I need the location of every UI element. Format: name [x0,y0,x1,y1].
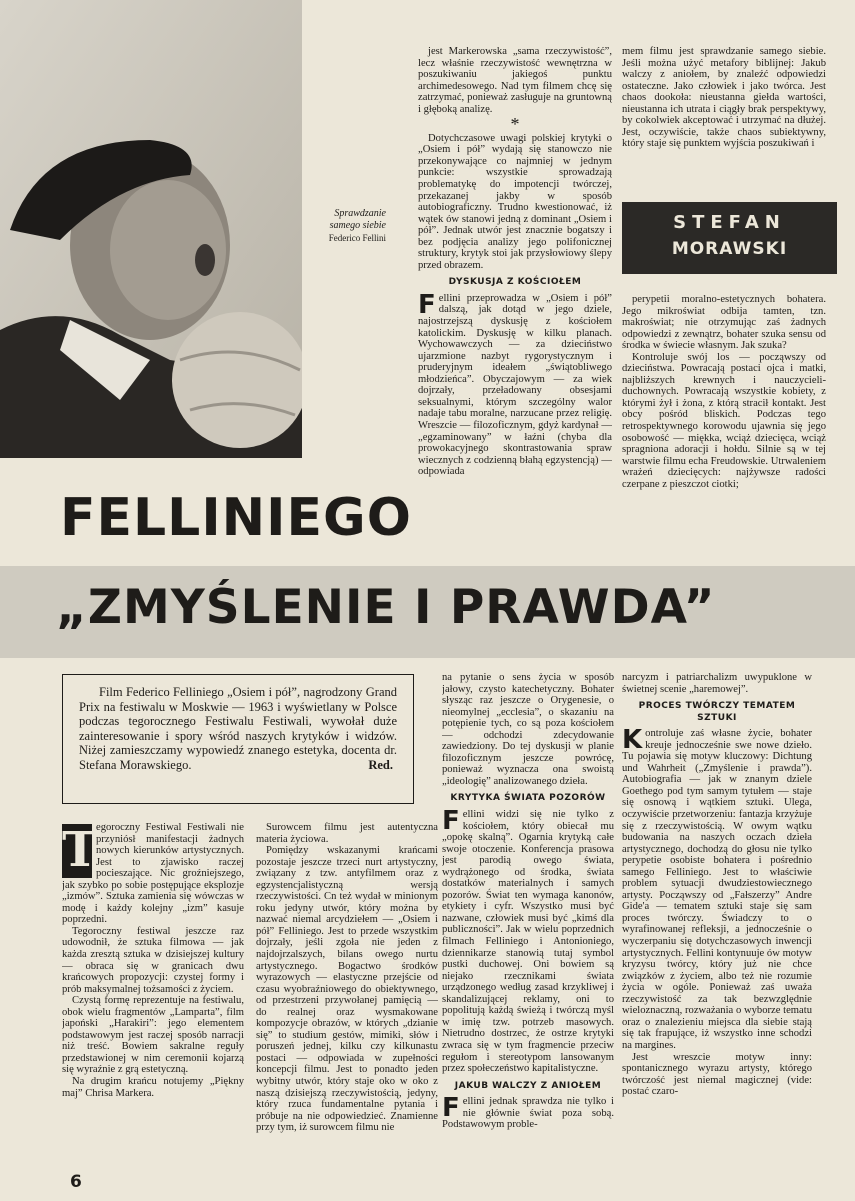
author-box [622,202,837,274]
col3-p3: Czystą formę reprezentuje na festiwalu, obok wielu fragmentów „Lamparta”, film japoński „Harakiri”: jego elementem podstawowym jest raczej sposób narracji niż treść. Bowiem sakralne reguły przedstawionej w nim ceremonii kojarzą się wyraźnie z grą estetyczną. [62,995,244,1076]
intro-text: Film Federico Felliniego „Osiem i pół”, nagrodzony Grand Prix na festiwalu w Moskwie — 1963 i wyświetlany w Polsce podczas tegorocznego Festiwalu Festiwali, wywołał duże zainteresowanie i spory wśród naszych krytyków i widzów. Niżej zamieszczamy wypowiedź znanego estetyka, docenta dr. Stefana Morawskiego. [79,685,397,772]
title-line2: „ZMYŚLENIE I PRAWDA” [56,580,716,635]
drop-cap: K [622,725,643,756]
author-first: STEFAN [673,212,786,233]
drop-cap: F [442,1093,460,1124]
column-2b [622,294,826,566]
col1-p2: Dotychczasowe uwagi polskiej krytyki o „Osiem i pół” wydają się stanowczo nie przekonywające co najmniej w jednym punkcie: wszystkie sprowadzają problematykę do impotencji twórczej, przekazanej jakby w sposób autobiograficzny. Trudno kwestionować, iż wątek ów stanowi jedną z dominant „Osiem i pół”. Jednak utwór jest znacznie bogatszy i bez podjęcia analizy jego polifonicznej struktury, krytyk stoi jak przysłowiowy ślepy przed obrazem. [418,132,612,271]
column-4 [256,822,438,1168]
col1-p3: ellini przeprowadza w „Osiem i pół” dalszą, jak dotąd w jego dziele, najostrzejszą dyskusję z kościołem katolickim. Dyskusję w kilku planach. Wychowawczych — za dzieciństwo ujarzmione nazbyt rygorystycznym i pruderyjnym ideałem „świątobliwego młodzieńca”. Obyczajowym — za wiek dojrzały, przeładowany obsesjami seksualnymi, którym szczególny walor nadaje tabu moralne, narzucane przez religię. Wreszcie — filozoficznym, gdyż kardynał — „egzaminowany” w łaźni (chyba dla prowokacyjnego skontrastowania spraw wiecznych z codzienną błahą egzystencją) — odpowiada [418,292,612,478]
heading-krytyka: KRYTYKA ŚWIATA POZORÓW [450,793,606,804]
author-last: MORAWSKI [671,239,788,259]
col6-p3: Jest wreszcie motyw inny: spontanicznego wyrazu artysty, którego twórczość jest niemal magicznej (vide: postać czaro- [622,1051,812,1098]
col3-p4: Na drugim krańcu notujemy „Piękny maj” Chrisa Markera. [62,1076,244,1099]
heading-jakub: JAKUB WALCZY Z ANIOŁEM [454,1080,602,1091]
col5-p1: na pytanie o sens życia w sposób jałowy, czysto katechetyczny. Bohater słysząc raz jeszcze o Orygenesie, o nieomylnej „ecclesia”, o skazaniu na potępienie tych, co są poza kościołem — odchodzi zdecydowanie zawiedziony. Do tej dyskusji w planie filozoficznym jeszcze powrócę, ponieważ wyznacza ona swoistą „ideologię” analizowanego dzieła. [442,672,614,787]
col6-p1: narcyzm i patriarchalizm uwypuklone w świetnej scenie „haremowej”. [622,672,812,695]
col2-p2: perypetii moralno-estetycznych bohatera. Jego mikroświat odbija tamten, tzn. makroświat; nie otrzymując zaś żadnych odpowiedzi z zewnątrz, bohater szuka sensu od środka w świecie własnym. Jak szuka? [622,294,826,352]
caption-line2: samego siebie [329,220,386,231]
column-6 [622,672,812,1168]
photo-graphic [0,0,302,458]
drop-cap-t: T [62,822,98,878]
page-number: 6 [70,1172,82,1192]
drop-cap: F [442,806,460,837]
column-5 [442,672,614,1168]
caption-line1: Sprawdzanie [334,208,386,219]
col2-p1: mem filmu jest sprawdzanie samego siebie. Jeśli można użyć metafory biblijnej: Jakub walczy z aniołem, by znaleźć odpowiedzi ostateczne. Jako człowiek i jako twórca. Jest chaos dookoła: nieustanna giełda wartości, nieustanna ich utrata i ciągły brak perspektywy, by cokolwiek akceptować i utrzymać na dłużej. Jest, oczywiście, także chaos subiektywny, który staje się punktem wyjścia poszukiwań i [622,46,826,150]
col4-p1: Surowcem filmu jest autentyczna materia życiowa. [256,822,438,845]
col5-p3: ellini jednak sprawdza nie tylko i nie głównie świat poza sobą. Podstawowym proble- [442,1096,614,1131]
drop-cap: F [418,289,436,320]
column-3 [62,822,244,1168]
heading-dyskusja: DYSKUSJA Z KOŚCIOŁEM [448,277,582,288]
intro-signature: Red. [368,757,393,772]
fellini-photo [0,0,302,458]
col4-p2: Pomiędzy wskazanymi krańcami pozostaje jeszcze trzeci nurt artystyczny, związany z tzw. antyfilmem oraz z egzystencjalistyczną wersją rzeczywistości. Cn też wydał w minionym roku jedyny utwór, który można by nazwać niemal arcydziełem — „Osiem i pół” Felliniego. Jest to przede wszystkim dojrzały, jeśli zgoła nie jeden z najdojrzalszych, bilans owego nurtu artystycznego. Bogactwo środków wyrazowych — elastyczne przejście od czasu wyobraźniowego do obiektywnego, od przestrzeni przywołanej pamięcią — do realnej oraz wysmakowane kompozycje obrazów, w których „dzianie się” to studium gestów, mimiki, słów i poruszeń jednej, kilku czy kilkunastu postaci — odpowiada w zupełności koncepcji filmu. Jest to ponadto jeden wybitny utwór, który staje oko w oko z naszą dzisiejszą rzeczywistością, jedyny, który rzuca fundamentalne pytania i próbuje na nie odpowiedzieć. Znamienne przy tym, iż surowcem filmu nie [256,845,438,1134]
column-1 [418,46,612,568]
title-line1: FELLINIEGO [60,488,412,548]
col3-p1: egoroczny Festiwal Festiwali nie przyniósł manifestacji żadnych nowych kierunków artystycznych. Jest to zjawisko raczej pocieszające. Nic groźniejszego, jak szybko po sobie postępujące eksplozje „izmów”. Sztuka zamienia się wówczas w modę i każdy kolejny „izm” kasuje poprzedni. [62,822,244,926]
intro-box [62,674,414,804]
col2-p3: Kontroluje swój los — począwszy od dzieciństwa. Powracają postaci ojca i matki, najbliższych krewnych i nauczycieli-duchownych. Powracają wszystkie kobiety, z którymi żył i żona, z którą stracił kontakt. Jest obcy pośród bliskich. Podczas tego retrospektywnego korowodu ujawnia się jego osobowość — miękka, wciąż dziecięca, wciąż spragniona adoracji i hołdu. Silnie są w tej warstwie filmu echa Freudowskie. Utrwaleniem wrażeń dziecięcych: najżywsze radości czerpane z pieszczot ciotki; [622,351,826,490]
col1-p1: jest Markerowska „sama rzeczywistość”, lecz właśnie rzeczywistość wewnętrzna w poszukiwaniu jakiegoś punktu archimedesowego. Nad tym filmem chcę się zatrzymać, ponieważ zasługuje na gruntowną i głęboką analizę. [418,46,612,115]
heading-proces: PROCES TWÓRCZY TEMATEM SZTUKI [638,701,796,723]
section-star: * [510,114,520,135]
col3-p2: Tegoroczny festiwal jeszcze raz udowodnił, że sztuka filmowa — jak każda zresztą sztuka w dzisiejszej kultury — obraca się w granicach dwu krańcowych propozycji: czystej formy i prób maksymalnej tożsamości z życiem. [62,925,244,995]
caption-line3: Federico Fellini [328,233,386,243]
photo-caption [318,208,386,244]
column-2 [622,46,826,196]
col5-p2: ellini widzi się nie tylko z kościołem, który obiecał mu „opokę skalną”. Ogarnia krytyką całe swoje otoczenie. Konferencja prasowa jest parodią owego świata, wydrążonego od środka, świata dostatków materialnych i samych pozorów. Świat ten wymaga kanonów, etykiety i cyfr. Wszystko musi być nazwane, człowiek musi być „kimś dla publiczności”. Jak w wielu poprzednich filmach Felliniego i Antonioniego, dziennikarze stanowią tutaj symbol pustki duchowej. Oni bowiem są niejako rzecznikami świata urządzonego według zasad krzykliwej i skandalizującej reklamy, oni to popolitują każdą świeżą i twórczą myśl w imię tzw. potrzeb masowych. Nietrudno dostrzec, że ostrze krytyki zwraca się w tym fragmencie przeciw regułom i stereotypom lansowanym przez społeczeństwo kapitalistyczne. [442,809,614,1075]
col6-p2: ontroluje zaś własne życie, bohater kreuje jednocześnie swe nowe dzieło. Tu pojawia się motyw kluczowy: Dichtung und Wahrheit („Zmyślenie i prawda”). Autobiografia — jak w znanym dziele Goethego pod tym samym tytułem — staje się osnową i wątkiem sztuki. Ulega, oczywiście przetworzeniu: fantazja krzyżuje się z rzeczywistością. W owym wątku budowania na naszych oczach dzieła artystycznego, dochodzą do głosu nie tylko perypetie osobiste bohatera i pośrednio samego Felliniego. Jest to właściwie problem sytuacji dwudziestowiecznego artysty. Począwszy od „Fałszerzy” Andre Gide'a — tematem sztuki staje się sam proces twórczy. Świadczy to o wyrafinowanej refleksji, a jednocześnie o wyczerpaniu się dotychczasowych inwencji artystycznych. Fellini kontynuuje ów motyw kryzysu twórcy, który już nie chce związków z życiem, albo też nie rozumie życia w ogóle. Ponieważ zaś uważa rzeczywistość za tak bezwzględnie wieloznaczną, rozważania o wyborze tematu oraz o znalezieniu miejsca dla siebie stają się tak frapujące, iż wszystko inne schodzi na margines. [622,728,812,1051]
